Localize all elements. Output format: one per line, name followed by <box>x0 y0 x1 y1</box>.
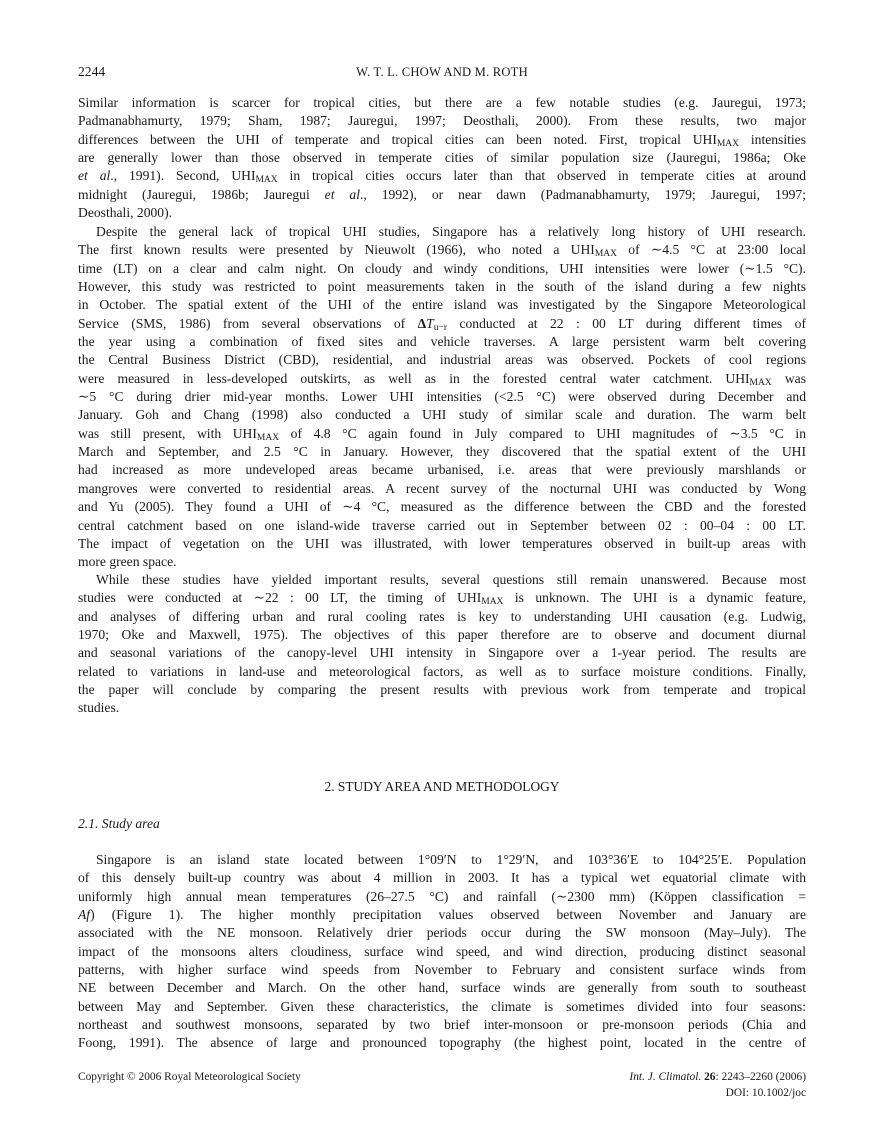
text-line <box>78 351 806 369</box>
text-run: However, this study was restricted to point measurements taken in the south of the island during a few nights <box>78 279 806 295</box>
text-run: studies were conducted at ∼22 : 00 LT, the timing of UHI <box>78 590 482 606</box>
text-line <box>78 979 806 997</box>
text-line <box>78 608 806 626</box>
text-run: and seasonal variations of the canopy-level UHI intensity in Singapore over a 1-year period. The results are <box>78 645 806 661</box>
text-run: ., 1992), or near dawn (Padmanabhamurty, 1979; Jauregui, 1997; <box>360 186 806 202</box>
italic-text: et al <box>324 186 361 202</box>
text-run: 1970; Oke and Maxwell, 1975). The objectives of this paper therefore are to observe and document diurnal <box>78 627 806 643</box>
text-run: and Yu (2005). They found a UHI of ∼4 °C, measured as the difference between the CBD and the forested <box>78 499 806 515</box>
text-line <box>78 315 806 333</box>
text-line <box>78 112 806 130</box>
text-run: were measured in less-developed outskirts, as well as in the forested central water catchment. UHI <box>78 370 750 386</box>
text-run: While these studies have yielded important results, several questions still remain unanswered. Because most <box>96 572 806 587</box>
text-run: in tropical cities occurs later than that observed in temperate cities at around <box>277 168 806 184</box>
text-run: in October. The spatial extent of the UHI of the entire island was investigated by the Singapore Meteorological <box>78 297 806 313</box>
text-run: intensities <box>739 131 806 147</box>
text-line <box>78 498 806 516</box>
text-run: patterns, with higher surface wind speeds from November to February and consistent surface winds from <box>78 962 806 978</box>
text-line <box>78 906 806 924</box>
text-line <box>78 480 806 498</box>
section-heading: 2. STUDY AREA AND METHODOLOGY <box>324 779 560 794</box>
text-run: Service (SMS, 1986) from several observations of <box>78 315 418 331</box>
italic-text: Af <box>78 907 91 923</box>
text-line <box>78 461 806 479</box>
text-line <box>78 333 806 351</box>
text-line <box>78 626 806 644</box>
text-line <box>78 425 806 443</box>
subscript: MAX <box>594 249 618 260</box>
text-run: related to variations in land-use and meteorological factors, as well as to surface moisture conditions. Finally, <box>78 663 806 679</box>
text-run: January. Goh and Chang (1998) also conducted a UHI study of similar scale and duration. The warm belt <box>78 407 806 423</box>
text-run: Foong, 1991). The absence of large and pronounced topography (the highest point, located in the centre of <box>78 1035 806 1051</box>
running-head <box>78 63 806 81</box>
text-run: of 4.8 °C again found in July compared to UHI magnitudes of ∼3.5 °C in <box>279 425 806 441</box>
bold-symbol: Δ <box>417 315 427 331</box>
paragraph <box>78 94 806 222</box>
text-line <box>78 924 806 942</box>
text-line <box>78 851 806 869</box>
text-run: March and September, and 2.5 °C in January. However, they discovered that the spatial extent of the UHI <box>78 444 806 460</box>
text-run: Deosthali, 2000). <box>78 205 173 221</box>
paragraph <box>78 851 806 1053</box>
text-line <box>78 535 806 553</box>
text-run: central catchment based on one island-wide traverse carried out in September between 02 : 00–04 : 00 LT. <box>78 517 806 533</box>
subscript: MAX <box>255 175 278 186</box>
text-line <box>78 644 806 662</box>
text-line <box>78 699 806 717</box>
text-line <box>78 370 806 388</box>
text-line <box>78 241 806 259</box>
text-line <box>78 869 806 887</box>
text-line <box>78 186 806 204</box>
text-run: mangroves were converted to residential areas. A recent survey of the nocturnal UHI was conducted by Wong <box>78 480 806 496</box>
subscript: u−r <box>433 322 448 333</box>
text-run: The first known results were presented by Nieuwolt (1966), who noted a UHI <box>78 242 595 258</box>
doi: DOI: 10.1002/joc <box>725 1087 806 1099</box>
text-run: is unknown. The UHI is a dynamic feature, <box>503 590 806 606</box>
text-run: of this densely built-up country was about 4 million in 2003. It has a typical wet equatorial climate with <box>78 870 806 886</box>
journal-volume: 26 <box>704 1071 716 1083</box>
text-run: the paper will conclude by comparing the present results with previous work from temperate and tropical <box>78 682 806 698</box>
italic-text: T <box>426 315 434 331</box>
text-run: Singapore is an island state located between 1°09′N to 1°29′N, and 103°36′E to 104°25′E. Population <box>96 852 806 867</box>
copyright-notice: Copyright © 2006 Royal Meteorological Society <box>78 1071 301 1083</box>
text-line <box>78 406 806 424</box>
text-line <box>78 1034 806 1052</box>
text-run: The impact of vegetation on the UHI was illustrated, with lower temperatures observed in built-up areas with <box>78 535 806 551</box>
text-run: the Central Business District (CBD), residential, and industrial areas was observed. Pockets of cool regions <box>78 352 806 368</box>
text-line <box>78 223 806 241</box>
text-run: time (LT) on a clear and calm night. On cloudy and windy conditions, UHI intensities were lower (∼1.5 °C). <box>78 260 806 276</box>
text-line <box>78 663 806 681</box>
text-run: Despite the general lack of tropical UHI studies, Singapore has a relatively long history of UHI research. <box>96 224 806 239</box>
subsection-heading: 2.1. Study area <box>78 816 160 831</box>
text-line <box>78 943 806 961</box>
text-line <box>78 517 806 535</box>
italic-text: et al <box>78 168 111 184</box>
journal-pages-year: : 2243–2260 (2006) <box>715 1071 806 1083</box>
text-run: of ∼4.5 °C at 23:00 local <box>617 242 807 258</box>
text-run: Similar information is scarcer for tropical cities, but there are a few notable studies (e.g. Jauregui, 1973; <box>78 95 806 110</box>
text-run: and analyses of differing urban and rural cooling rates is key to understanding UHI causation (e.g. Ludwig, <box>78 608 806 624</box>
journal-citation <box>629 1069 806 1085</box>
text-line <box>78 131 806 149</box>
page-number: 2244 <box>78 64 106 79</box>
text-run: NE between December and March. On the other hand, surface winds are generally from south to southeast <box>78 980 806 996</box>
text-run: the year using a combination of fixed sites and vehicle traverses. A large persistent warm belt covering <box>78 334 806 350</box>
text-line <box>78 388 806 406</box>
text-line <box>78 998 806 1016</box>
running-head-authors: W. T. L. CHOW AND M. ROTH <box>356 65 528 79</box>
text-run: studies. <box>78 700 120 716</box>
text-line <box>78 443 806 461</box>
journal-name: Int. J. Climatol. <box>629 1071 702 1083</box>
subscript: MAX <box>716 138 740 149</box>
paragraph <box>78 223 806 572</box>
text-line <box>78 94 806 112</box>
text-line <box>78 571 806 589</box>
text-run: ., 1991). Second, UHI <box>110 168 256 184</box>
text-line <box>78 888 806 906</box>
subscript: MAX <box>256 432 280 443</box>
text-line <box>78 167 806 185</box>
subscript: MAX <box>481 597 504 608</box>
text-line <box>78 553 806 571</box>
text-line <box>78 260 806 278</box>
text-run: between May and September. Given these characteristics, the climate is sometimes divided into four seasons: <box>78 998 806 1014</box>
text-run: midnight (Jauregui, 1986b; Jauregui <box>78 186 325 202</box>
text-run: was still present, with UHI <box>78 425 257 441</box>
text-run: ∼5 °C during drier mid-year months. Lower UHI intensities (<2.5 °C) were observed during December and <box>78 389 806 405</box>
text-line <box>78 278 806 296</box>
text-run: conducted at 22 : 00 LT during different times of <box>447 315 806 331</box>
subscript: MAX <box>749 377 772 388</box>
text-line <box>78 1016 806 1034</box>
text-run: northeast and southwest monsoons, separated by two brief inter-monsoon or pre-monsoon periods (Chia and <box>78 1017 806 1033</box>
paragraph <box>78 571 806 718</box>
text-run: was <box>771 370 806 386</box>
text-line <box>78 961 806 979</box>
text-run: associated with the NE monsoon. Relatively drier periods occur during the SW monsoon (May–July). The <box>78 925 806 941</box>
text-run: differences between the UHI of temperate and tropical cities can been noted. First, tropical UHI <box>78 131 717 147</box>
text-line <box>78 204 806 222</box>
text-line <box>78 149 806 167</box>
text-run: uniformly high annual mean temperatures (26–27.5 °C) and rainfall (∼2300 mm) (Köppen classification = <box>78 888 806 904</box>
text-run: had increased as more undeveloped areas became urbanised, i.e. areas that were previously marshlands or <box>78 462 806 478</box>
text-line <box>78 589 806 607</box>
text-line <box>78 681 806 699</box>
text-run: Padmanabhamurty, 1979; Sham, 1987; Jauregui, 1997; Deosthali, 2000). From these results, two major <box>78 113 806 129</box>
text-line <box>78 296 806 314</box>
text-run: are generally lower than those observed in temperate cities of similar population size (Jauregui, 1986a; Oke <box>78 150 806 166</box>
text-run: ) (Figure 1). The higher monthly precipitation values observed between November and January are <box>90 907 806 923</box>
text-run: more green space. <box>78 554 177 570</box>
text-run: impact of the monsoons alters cloudiness, surface wind speed, and wind direction, producing distinct seasonal <box>78 943 806 959</box>
